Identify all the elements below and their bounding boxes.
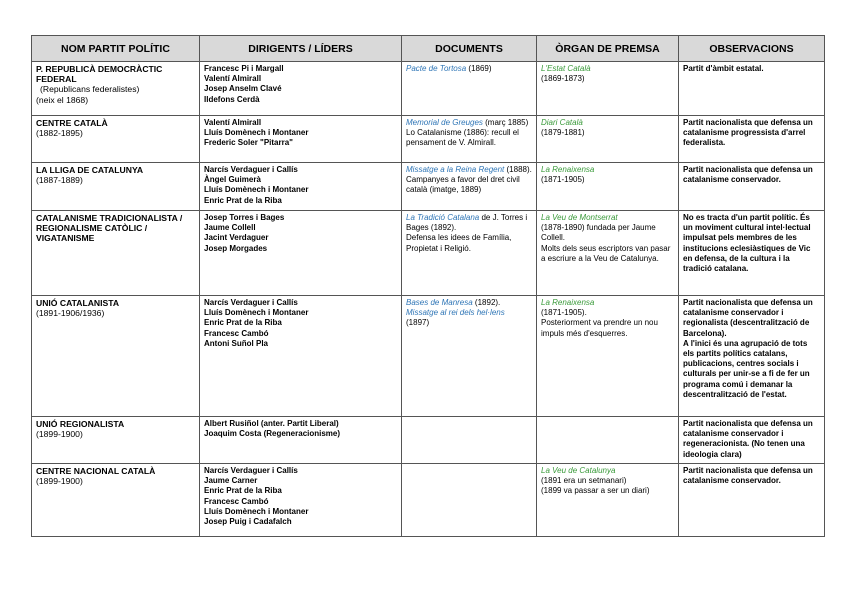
document-date: (1892). — [472, 298, 501, 307]
notes-text: Partit d'àmbit estatal. — [683, 64, 764, 73]
press-note: (1891 era un setmanari) — [541, 476, 627, 486]
leader-name: Frederic Soler "Pitarra" — [204, 138, 293, 148]
notes-text: No es tracta d'un partit polític. És un moviment cultural intel·lectual impulsat pels membres de les institucions eclesiàstiques de Vic en defensa, de la cultura i la tradició catalana. — [683, 213, 811, 274]
leader-name: Jaume Collell — [204, 223, 256, 233]
document-title-line — [406, 118, 532, 128]
documents-cell — [402, 296, 537, 417]
press-note: (1869-1873) — [541, 74, 585, 84]
document-title: Missatge al rei dels hel·lens — [406, 308, 505, 318]
leader-name: Josep Puig i Cadafalch — [204, 517, 292, 527]
document-note: Campanyes a favor del dret civil català (imatge, 1889) — [406, 175, 520, 195]
leader-name: Josep Morgades — [204, 243, 268, 253]
political-parties-table — [31, 35, 825, 537]
documents-cell — [402, 163, 537, 211]
notes-text: Partit nacionalista que defensa un catalanisme conservador. — [683, 165, 813, 185]
party-cell — [32, 464, 200, 537]
leaders-cell — [200, 417, 402, 464]
document-note: Defensa les idees de Família, Propietat i Religió. — [406, 233, 512, 253]
document-title: Missatge a la Reina Regent — [406, 165, 505, 174]
party-name: P. REPUBLICÀ DEMOCRÀCTIC FEDERAL — [36, 64, 163, 85]
document-title: La Tradició Catalana — [406, 213, 480, 222]
notes-text: A l'inici és una agrupació de tots els partits polítics catalans, publicacions, centres socials i culturals per unir-se a fi de fer un programa comú i demanar la descentralització de l'estat. — [683, 338, 810, 399]
leaders-cell — [200, 211, 402, 296]
party-subtitle: (Republicans federalistes) — [40, 84, 140, 95]
documents-cell — [402, 464, 537, 537]
press-note: Posteriorment va prendre un nou impuls més d'esquerres. — [541, 318, 658, 338]
party-name: LA LLIGA DE CATALUNYA — [36, 165, 144, 175]
press-title: La Renaixensa — [541, 165, 595, 174]
leader-name: Jacint Verdaguer — [204, 233, 269, 243]
party-cell — [32, 417, 200, 464]
document-date: (març 1885) — [482, 118, 529, 127]
press-cell — [537, 62, 679, 116]
party-years: (neix el 1868) — [36, 94, 89, 105]
table-row — [32, 163, 825, 211]
leader-name: Àngel Guimerà — [204, 175, 261, 185]
leader-name: Josep Torres i Bages — [204, 213, 285, 222]
party-cell — [32, 163, 200, 211]
press-cell — [537, 116, 679, 163]
party-name: CATALANISME TRADICIONALISTA / REGIONALISME CATÒLIC / VIGATANISME — [36, 213, 183, 244]
leader-name: Francesc Cambó — [204, 496, 269, 506]
party-name: CENTRE CATALÀ — [36, 118, 108, 128]
document-title: Bases de Manresa — [406, 298, 473, 307]
leader-name: Enric Prat de la Riba — [204, 195, 282, 205]
table-row — [32, 62, 825, 116]
header-press: ÒRGAN DE PREMSA — [537, 36, 679, 62]
leaders-cell — [200, 296, 402, 417]
leaders-cell — [200, 464, 402, 537]
press-title: La Veu de Catalunya — [541, 466, 616, 475]
party-cell — [32, 116, 200, 163]
leader-name: Lluís Domènech i Montaner — [204, 506, 309, 516]
press-note: (1878-1890) fundada per Jaume Collell. — [541, 223, 656, 243]
leaders-cell — [200, 163, 402, 211]
document-date: (1869) — [466, 64, 492, 73]
document-title: Memorial de Greuges — [406, 118, 483, 127]
leader-name: Narcís Verdaguer i Callís — [204, 466, 298, 475]
notes-text: Partit nacionalista que defensa un catalanisme conservador i regionalista (descentralització de Barcelona). — [683, 298, 813, 338]
press-note: (1871-1905) — [541, 175, 585, 185]
notes-text: Partit nacionalista que defensa un catalanisme conservador. — [683, 466, 813, 486]
notes-text: Partit nacionalista que defensa un catalanisme conservador i regeneracionista. (No tenen una ideologia clara) — [683, 419, 813, 459]
header-leaders: DIRIGENTS / LÍDERS — [200, 36, 402, 62]
party-years: (1887-1889) — [36, 175, 83, 186]
party-cell — [32, 62, 200, 116]
press-cell — [537, 296, 679, 417]
press-title: La Renaixensa — [541, 298, 595, 307]
press-cell — [537, 163, 679, 211]
press-note: (1871-1905). — [541, 308, 587, 318]
party-name: UNIÓ REGIONALISTA — [36, 419, 125, 429]
table-row — [32, 296, 825, 417]
party-cell — [32, 211, 200, 296]
notes-cell — [679, 116, 825, 163]
notes-cell — [679, 211, 825, 296]
leader-name: Narcís Verdaguer i Callís — [204, 298, 298, 307]
document-title-line — [406, 213, 532, 233]
press-title: Diari Català — [541, 118, 583, 127]
header-documents: DOCUMENTS — [402, 36, 537, 62]
leader-name: Francesc Cambó — [204, 328, 269, 338]
party-name: CENTRE NACIONAL CATALÀ — [36, 466, 156, 476]
party-cell — [32, 296, 200, 417]
leader-name: Lluís Domènech i Montaner — [204, 185, 309, 195]
leader-name: Lluís Domènech i Montaner — [204, 308, 309, 318]
header-row — [32, 36, 825, 62]
notes-cell — [679, 417, 825, 464]
documents-cell — [402, 211, 537, 296]
leader-name: Joaquim Costa (Regeneracionisme) — [204, 429, 341, 439]
document-note: Lo Catalanisme (1886): recull el pensament de V. Almirall. — [406, 128, 519, 148]
leaders-cell — [200, 62, 402, 116]
table-row — [32, 211, 825, 296]
notes-cell — [679, 163, 825, 211]
documents-cell — [402, 62, 537, 116]
press-cell — [537, 211, 679, 296]
leader-name: Jaume Carner — [204, 476, 258, 486]
party-years: (1899-1900) — [36, 476, 83, 487]
leader-name: Enric Prat de la Riba — [204, 318, 282, 328]
document-date: (1888). — [504, 165, 532, 174]
leader-name: Josep Anselm Clavé — [204, 84, 282, 94]
leaders-cell — [200, 116, 402, 163]
leader-name: Valentí Almirall — [204, 74, 262, 84]
table-row — [32, 464, 825, 537]
party-years: (1891-1906/1936) — [36, 308, 105, 319]
table-body — [32, 62, 825, 537]
leader-name: Lluís Domènech i Montaner — [204, 128, 309, 138]
leader-name: Valentí Almirall — [204, 118, 262, 127]
press-title: La Veu de Montserrat — [541, 213, 618, 222]
header-party: NOM PARTIT POLÍTIC — [32, 36, 200, 62]
leader-name: Ildefons Cerdà — [204, 94, 260, 104]
document-title: Pacte de Tortosa — [406, 64, 467, 73]
table-row — [32, 417, 825, 464]
header-notes: OBSERVACIONS — [679, 36, 825, 62]
notes-cell — [679, 62, 825, 116]
documents-cell — [402, 116, 537, 163]
document-date: de J. Torres i Bages (1892). — [406, 213, 528, 233]
leader-name: Albert Rusiñol (anter. Partit Liberal) — [204, 419, 339, 428]
document-title-line — [406, 64, 532, 74]
leader-name: Enric Prat de la Riba — [204, 486, 282, 496]
table-row — [32, 116, 825, 163]
document-title-line — [406, 165, 532, 175]
party-years: (1882-1895) — [36, 128, 83, 139]
party-years: (1899-1900) — [36, 429, 83, 440]
leader-name: Antoni Suñol Pla — [204, 338, 268, 348]
press-note: (1899 va passar a ser un diari) — [541, 486, 650, 496]
party-name: UNIÓ CATALANISTA — [36, 298, 120, 308]
notes-text: Partit nacionalista que defensa un catalanisme progressista d'arrel federalista. — [683, 118, 813, 148]
press-cell — [537, 464, 679, 537]
notes-cell — [679, 464, 825, 537]
press-note: Molts dels seus escriptors van pasar a escriure a la Veu de Catalunya. — [541, 243, 671, 263]
document-note: (1897) — [406, 318, 430, 328]
document-title-line — [406, 298, 532, 308]
press-title: L'Estat Català — [541, 64, 591, 73]
notes-cell — [679, 296, 825, 417]
press-note: (1879-1881) — [541, 128, 585, 138]
leader-name: Narcís Verdaguer i Callís — [204, 165, 298, 174]
documents-cell — [402, 417, 537, 464]
press-cell — [537, 417, 679, 464]
leader-name: Francesc Pi i Margall — [204, 64, 284, 73]
